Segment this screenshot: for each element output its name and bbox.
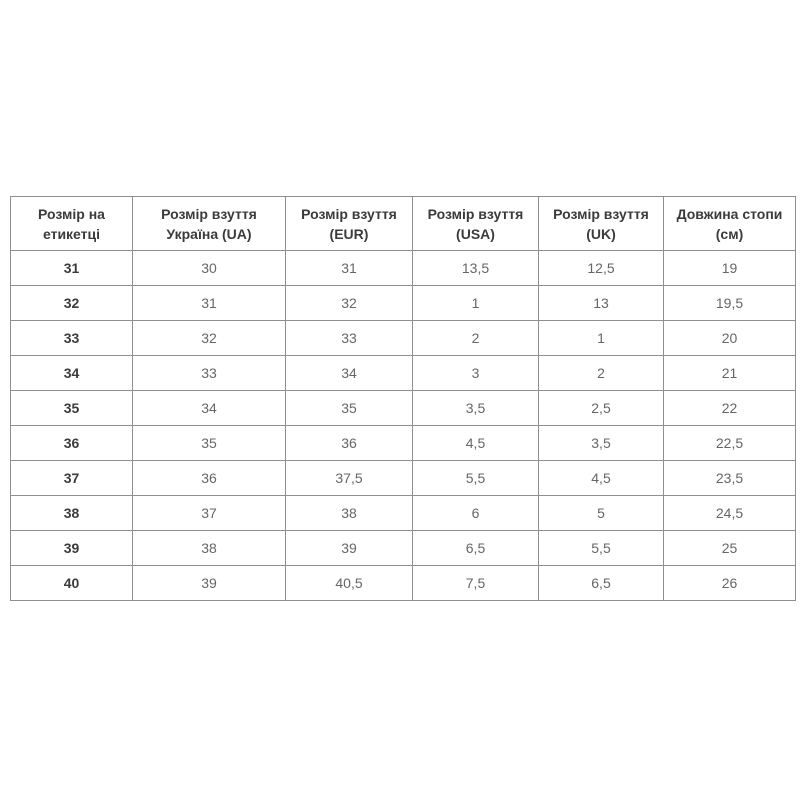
cell-usa: 3 — [413, 356, 539, 391]
cell-foot-length: 24,5 — [664, 496, 796, 531]
table-row — [11, 286, 796, 321]
cell-foot-length: 26 — [664, 566, 796, 601]
cell-label-size: 32 — [11, 286, 133, 321]
cell-eur: 36 — [286, 426, 413, 461]
cell-label-size: 31 — [11, 251, 133, 286]
table-row — [11, 321, 796, 356]
cell-label-size: 36 — [11, 426, 133, 461]
cell-ua: 36 — [133, 461, 286, 496]
cell-ua: 31 — [133, 286, 286, 321]
cell-label-size: 34 — [11, 356, 133, 391]
cell-foot-length: 21 — [664, 356, 796, 391]
cell-ua: 38 — [133, 531, 286, 566]
header-label-size: Розмір на етикетці — [11, 197, 133, 251]
cell-foot-length: 25 — [664, 531, 796, 566]
table-row — [11, 251, 796, 286]
cell-label-size: 39 — [11, 531, 133, 566]
cell-eur: 40,5 — [286, 566, 413, 601]
cell-eur: 32 — [286, 286, 413, 321]
cell-usa: 7,5 — [413, 566, 539, 601]
table-row — [11, 531, 796, 566]
cell-foot-length: 20 — [664, 321, 796, 356]
cell-usa: 2 — [413, 321, 539, 356]
table-row — [11, 496, 796, 531]
cell-foot-length: 19 — [664, 251, 796, 286]
cell-uk: 3,5 — [539, 426, 664, 461]
cell-uk: 4,5 — [539, 461, 664, 496]
cell-ua: 35 — [133, 426, 286, 461]
header-usa-size: Розмір взуття (USA) — [413, 197, 539, 251]
cell-ua: 33 — [133, 356, 286, 391]
cell-label-size: 38 — [11, 496, 133, 531]
cell-uk: 5,5 — [539, 531, 664, 566]
header-foot-length: Довжина стопи (см) — [664, 197, 796, 251]
cell-usa: 1 — [413, 286, 539, 321]
shoe-size-conversion-table — [10, 196, 796, 601]
cell-foot-length: 23,5 — [664, 461, 796, 496]
table-row — [11, 461, 796, 496]
cell-usa: 3,5 — [413, 391, 539, 426]
cell-eur: 35 — [286, 391, 413, 426]
header-ua-size: Розмір взуття Україна (UA) — [133, 197, 286, 251]
cell-eur: 34 — [286, 356, 413, 391]
table-row — [11, 566, 796, 601]
cell-label-size: 37 — [11, 461, 133, 496]
cell-eur: 37,5 — [286, 461, 413, 496]
cell-usa: 6 — [413, 496, 539, 531]
cell-eur: 31 — [286, 251, 413, 286]
cell-uk: 5 — [539, 496, 664, 531]
cell-label-size: 40 — [11, 566, 133, 601]
cell-eur: 39 — [286, 531, 413, 566]
cell-ua: 32 — [133, 321, 286, 356]
size-chart-container — [10, 196, 796, 601]
cell-label-size: 35 — [11, 391, 133, 426]
cell-foot-length: 22,5 — [664, 426, 796, 461]
table-row — [11, 356, 796, 391]
cell-uk: 2 — [539, 356, 664, 391]
cell-label-size: 33 — [11, 321, 133, 356]
cell-uk: 13 — [539, 286, 664, 321]
cell-uk: 2,5 — [539, 391, 664, 426]
header-row — [11, 197, 796, 251]
cell-uk: 1 — [539, 321, 664, 356]
cell-ua: 37 — [133, 496, 286, 531]
cell-ua: 39 — [133, 566, 286, 601]
cell-uk: 6,5 — [539, 566, 664, 601]
cell-ua: 34 — [133, 391, 286, 426]
cell-usa: 4,5 — [413, 426, 539, 461]
cell-foot-length: 19,5 — [664, 286, 796, 321]
table-row — [11, 426, 796, 461]
cell-eur: 33 — [286, 321, 413, 356]
cell-usa: 5,5 — [413, 461, 539, 496]
cell-uk: 12,5 — [539, 251, 664, 286]
cell-foot-length: 22 — [664, 391, 796, 426]
cell-ua: 30 — [133, 251, 286, 286]
header-uk-size: Розмір взуття (UK) — [539, 197, 664, 251]
cell-usa: 13,5 — [413, 251, 539, 286]
table-row — [11, 391, 796, 426]
cell-eur: 38 — [286, 496, 413, 531]
cell-usa: 6,5 — [413, 531, 539, 566]
header-eur-size: Розмір взуття (EUR) — [286, 197, 413, 251]
